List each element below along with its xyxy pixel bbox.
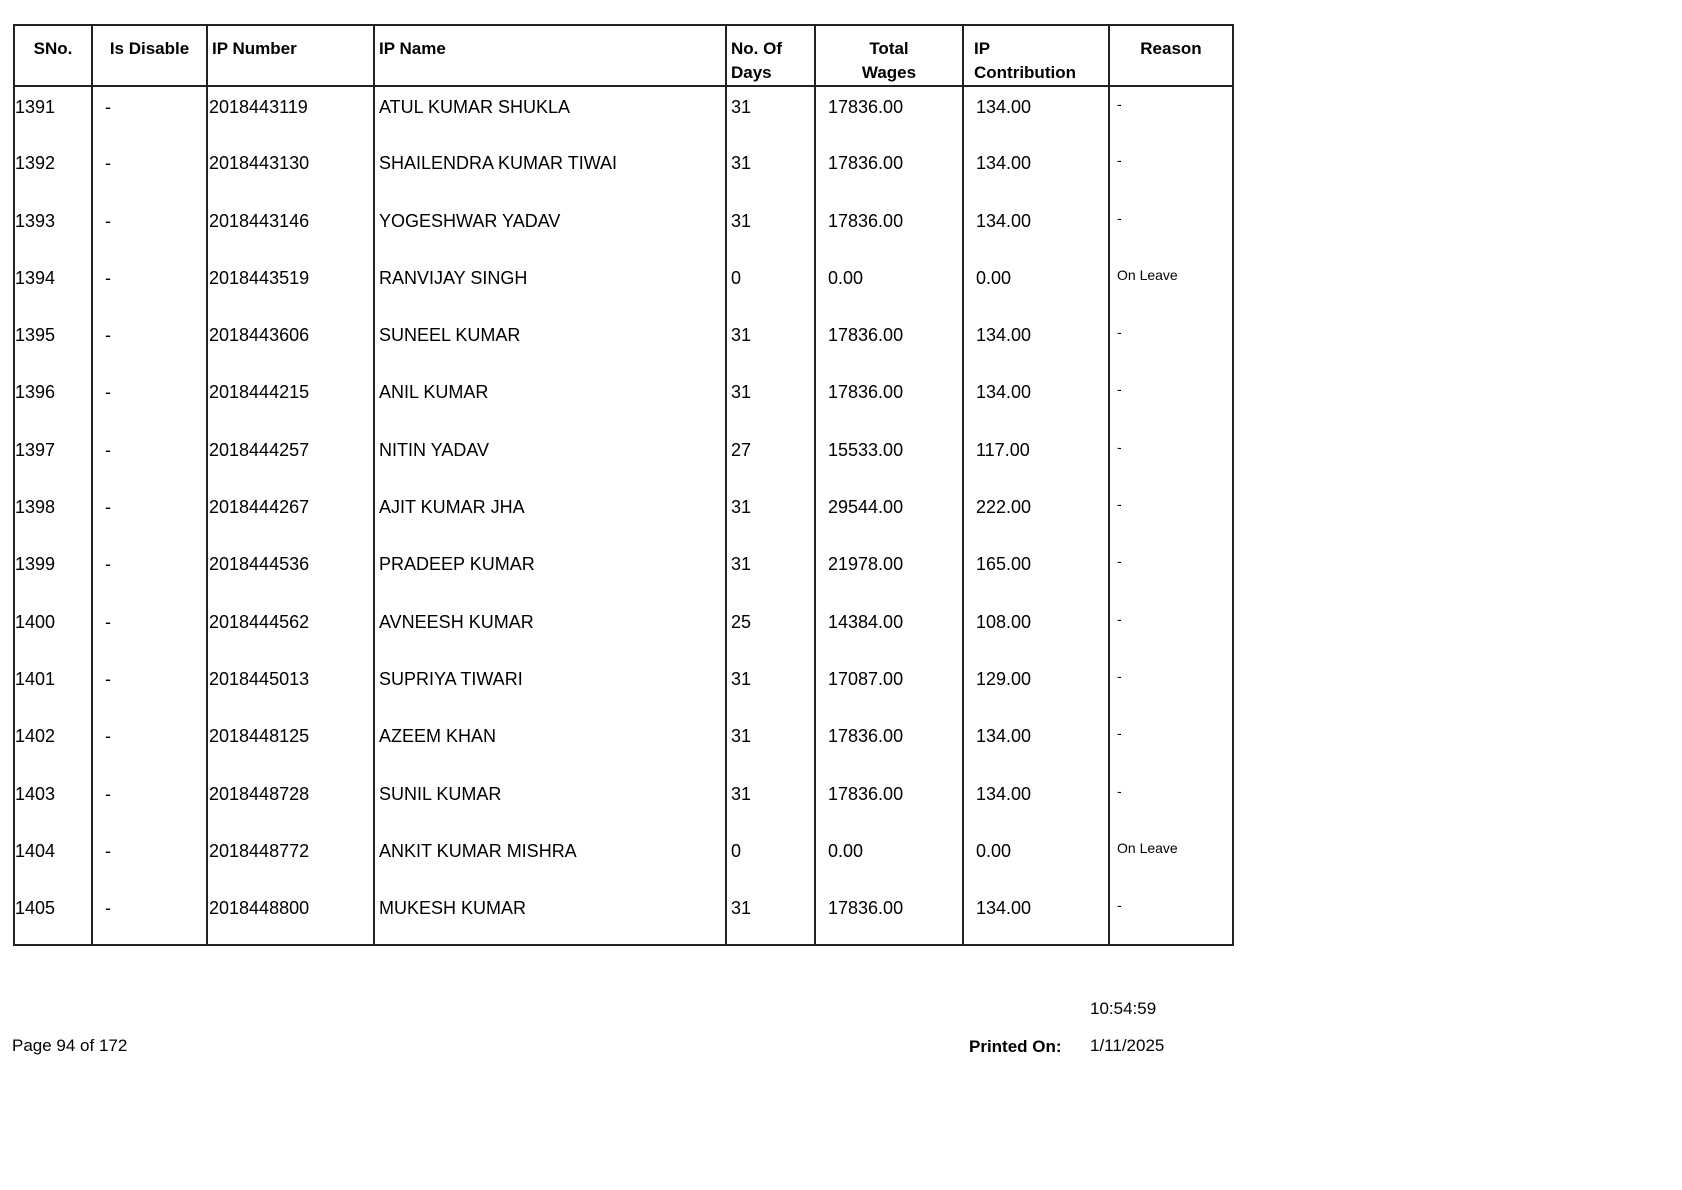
cell-sno: 1392	[14, 143, 92, 200]
cell-reason: -	[1109, 201, 1233, 258]
cell-total-wages: 17836.00	[815, 716, 963, 773]
header-reason: Reason	[1109, 25, 1233, 86]
cell-is-disable: -	[92, 315, 207, 372]
cell-ip-name: YOGESHWAR YADAV	[374, 201, 726, 258]
cell-sno: 1397	[14, 430, 92, 487]
cell-ip-contribution: 134.00	[963, 201, 1109, 258]
cell-reason: -	[1109, 659, 1233, 716]
cell-days: 31	[726, 544, 815, 601]
cell-total-wages: 17836.00	[815, 201, 963, 258]
cell-ip-contribution: 134.00	[963, 143, 1109, 200]
cell-ip-contribution: 134.00	[963, 315, 1109, 372]
cell-ip-contribution: 165.00	[963, 544, 1109, 601]
cell-ip-number: 2018443130	[207, 143, 374, 200]
cell-is-disable: -	[92, 659, 207, 716]
header-wages-line1: Total	[869, 39, 909, 58]
cell-total-wages: 17836.00	[815, 774, 963, 831]
printed-on-label: Printed On:	[969, 1037, 1062, 1056]
cell-ip-contribution: 117.00	[963, 430, 1109, 487]
table-row	[14, 372, 1233, 429]
cell-reason: -	[1109, 143, 1233, 200]
cell-reason: -	[1109, 774, 1233, 831]
cell-ip-name: NITIN YADAV	[374, 430, 726, 487]
cell-total-wages: 15533.00	[815, 430, 963, 487]
cell-days: 25	[726, 602, 815, 659]
cell-reason: -	[1109, 86, 1233, 143]
cell-total-wages: 21978.00	[815, 544, 963, 601]
header-row	[14, 25, 1233, 86]
cell-total-wages: 17087.00	[815, 659, 963, 716]
cell-ip-contribution: 108.00	[963, 602, 1109, 659]
cell-ip-name: ANIL KUMAR	[374, 372, 726, 429]
cell-total-wages: 17836.00	[815, 86, 963, 143]
table-header	[14, 25, 1233, 86]
cell-is-disable: -	[92, 430, 207, 487]
cell-ip-number: 2018444536	[207, 544, 374, 601]
cell-days: 0	[726, 258, 815, 315]
table-row	[14, 774, 1233, 831]
cell-is-disable: -	[92, 372, 207, 429]
print-date: 1/11/2025	[1090, 1036, 1165, 1055]
cell-ip-number: 2018443119	[207, 86, 374, 143]
cell-ip-name: SHAILENDRA KUMAR TIWAI	[374, 143, 726, 200]
cell-ip-number: 2018448728	[207, 774, 374, 831]
cell-ip-name: AVNEESH KUMAR	[374, 602, 726, 659]
cell-sno: 1394	[14, 258, 92, 315]
header-days-line1: No. Of	[731, 39, 782, 58]
cell-total-wages: 0.00	[815, 258, 963, 315]
cell-days: 31	[726, 86, 815, 143]
contribution-table	[13, 24, 1234, 946]
cell-ip-number: 2018448772	[207, 831, 374, 888]
table-row	[14, 888, 1233, 945]
cell-sno: 1402	[14, 716, 92, 773]
cell-total-wages: 17836.00	[815, 315, 963, 372]
header-contrib-line2: Contribution	[974, 63, 1076, 82]
cell-sno: 1400	[14, 602, 92, 659]
cell-reason: -	[1109, 430, 1233, 487]
cell-ip-contribution: 0.00	[963, 258, 1109, 315]
cell-sno: 1401	[14, 659, 92, 716]
table-row	[14, 258, 1233, 315]
cell-ip-number: 2018443519	[207, 258, 374, 315]
header-ip-name: IP Name	[374, 25, 726, 86]
cell-ip-name: AZEEM KHAN	[374, 716, 726, 773]
table-row	[14, 831, 1233, 888]
cell-reason: -	[1109, 372, 1233, 429]
table-row	[14, 86, 1233, 143]
header-wages-line2: Wages	[861, 63, 917, 82]
cell-is-disable: -	[92, 201, 207, 258]
header-total-wages	[815, 25, 963, 86]
table-body	[14, 86, 1233, 945]
cell-ip-contribution: 129.00	[963, 659, 1109, 716]
table-row	[14, 430, 1233, 487]
header-ip-number: IP Number	[207, 25, 374, 86]
table-row	[14, 201, 1233, 258]
cell-is-disable: -	[92, 487, 207, 544]
cell-is-disable: -	[92, 143, 207, 200]
cell-ip-number: 2018443606	[207, 315, 374, 372]
cell-days: 31	[726, 487, 815, 544]
cell-is-disable: -	[92, 831, 207, 888]
cell-ip-contribution: 134.00	[963, 888, 1109, 945]
cell-is-disable: -	[92, 774, 207, 831]
header-is-disable: Is Disable	[92, 25, 207, 86]
cell-total-wages: 17836.00	[815, 372, 963, 429]
cell-ip-number: 2018444562	[207, 602, 374, 659]
table-row	[14, 143, 1233, 200]
cell-ip-name: PRADEEP KUMAR	[374, 544, 726, 601]
cell-ip-contribution: 222.00	[963, 487, 1109, 544]
cell-ip-number: 2018444215	[207, 372, 374, 429]
cell-is-disable: -	[92, 716, 207, 773]
cell-days: 31	[726, 774, 815, 831]
cell-sno: 1395	[14, 315, 92, 372]
cell-reason: -	[1109, 315, 1233, 372]
cell-ip-number: 2018444267	[207, 487, 374, 544]
cell-reason: -	[1109, 716, 1233, 773]
cell-days: 31	[726, 201, 815, 258]
cell-total-wages: 17836.00	[815, 888, 963, 945]
cell-ip-number: 2018444257	[207, 430, 374, 487]
cell-total-wages: 29544.00	[815, 487, 963, 544]
cell-ip-name: ATUL KUMAR SHUKLA	[374, 86, 726, 143]
table-row	[14, 487, 1233, 544]
cell-days: 0	[726, 831, 815, 888]
cell-reason: -	[1109, 602, 1233, 659]
cell-is-disable: -	[92, 888, 207, 945]
cell-sno: 1393	[14, 201, 92, 258]
cell-ip-contribution: 134.00	[963, 372, 1109, 429]
cell-is-disable: -	[92, 602, 207, 659]
cell-ip-contribution: 0.00	[963, 831, 1109, 888]
cell-reason: On Leave	[1109, 258, 1233, 315]
cell-is-disable: -	[92, 86, 207, 143]
cell-days: 31	[726, 372, 815, 429]
cell-sno: 1403	[14, 774, 92, 831]
cell-ip-name: SUPRIYA TIWARI	[374, 659, 726, 716]
cell-ip-number: 2018445013	[207, 659, 374, 716]
cell-days: 27	[726, 430, 815, 487]
header-days-line2: Days	[731, 63, 772, 82]
cell-sno: 1404	[14, 831, 92, 888]
header-days	[726, 25, 815, 86]
cell-total-wages: 0.00	[815, 831, 963, 888]
cell-days: 31	[726, 888, 815, 945]
cell-sno: 1405	[14, 888, 92, 945]
header-sno: SNo.	[14, 25, 92, 86]
cell-sno: 1399	[14, 544, 92, 601]
cell-ip-number: 2018448800	[207, 888, 374, 945]
table-row	[14, 659, 1233, 716]
cell-days: 31	[726, 659, 815, 716]
cell-sno: 1391	[14, 86, 92, 143]
cell-reason: -	[1109, 888, 1233, 945]
cell-sno: 1398	[14, 487, 92, 544]
cell-ip-contribution: 134.00	[963, 774, 1109, 831]
cell-total-wages: 14384.00	[815, 602, 963, 659]
header-contrib-line1: IP	[974, 39, 991, 58]
cell-ip-contribution: 134.00	[963, 86, 1109, 143]
cell-total-wages: 17836.00	[815, 143, 963, 200]
cell-is-disable: -	[92, 544, 207, 601]
cell-ip-name: RANVIJAY SINGH	[374, 258, 726, 315]
table-row	[14, 315, 1233, 372]
cell-ip-number: 2018443146	[207, 201, 374, 258]
cell-days: 31	[726, 315, 815, 372]
cell-ip-contribution: 134.00	[963, 716, 1109, 773]
table-row	[14, 544, 1233, 601]
cell-days: 31	[726, 716, 815, 773]
cell-is-disable: -	[92, 258, 207, 315]
cell-reason: -	[1109, 544, 1233, 601]
cell-ip-name: SUNIL KUMAR	[374, 774, 726, 831]
print-time: 10:54:59	[1090, 999, 1157, 1018]
cell-sno: 1396	[14, 372, 92, 429]
header-ip-contribution	[963, 25, 1109, 86]
cell-days: 31	[726, 143, 815, 200]
cell-reason: -	[1109, 487, 1233, 544]
page-number: Page 94 of 172	[12, 1036, 128, 1055]
cell-reason: On Leave	[1109, 831, 1233, 888]
cell-ip-name: MUKESH KUMAR	[374, 888, 726, 945]
cell-ip-number: 2018448125	[207, 716, 374, 773]
table-row	[14, 716, 1233, 773]
table-row	[14, 602, 1233, 659]
cell-ip-name: AJIT KUMAR JHA	[374, 487, 726, 544]
cell-ip-name: ANKIT KUMAR MISHRA	[374, 831, 726, 888]
cell-ip-name: SUNEEL KUMAR	[374, 315, 726, 372]
